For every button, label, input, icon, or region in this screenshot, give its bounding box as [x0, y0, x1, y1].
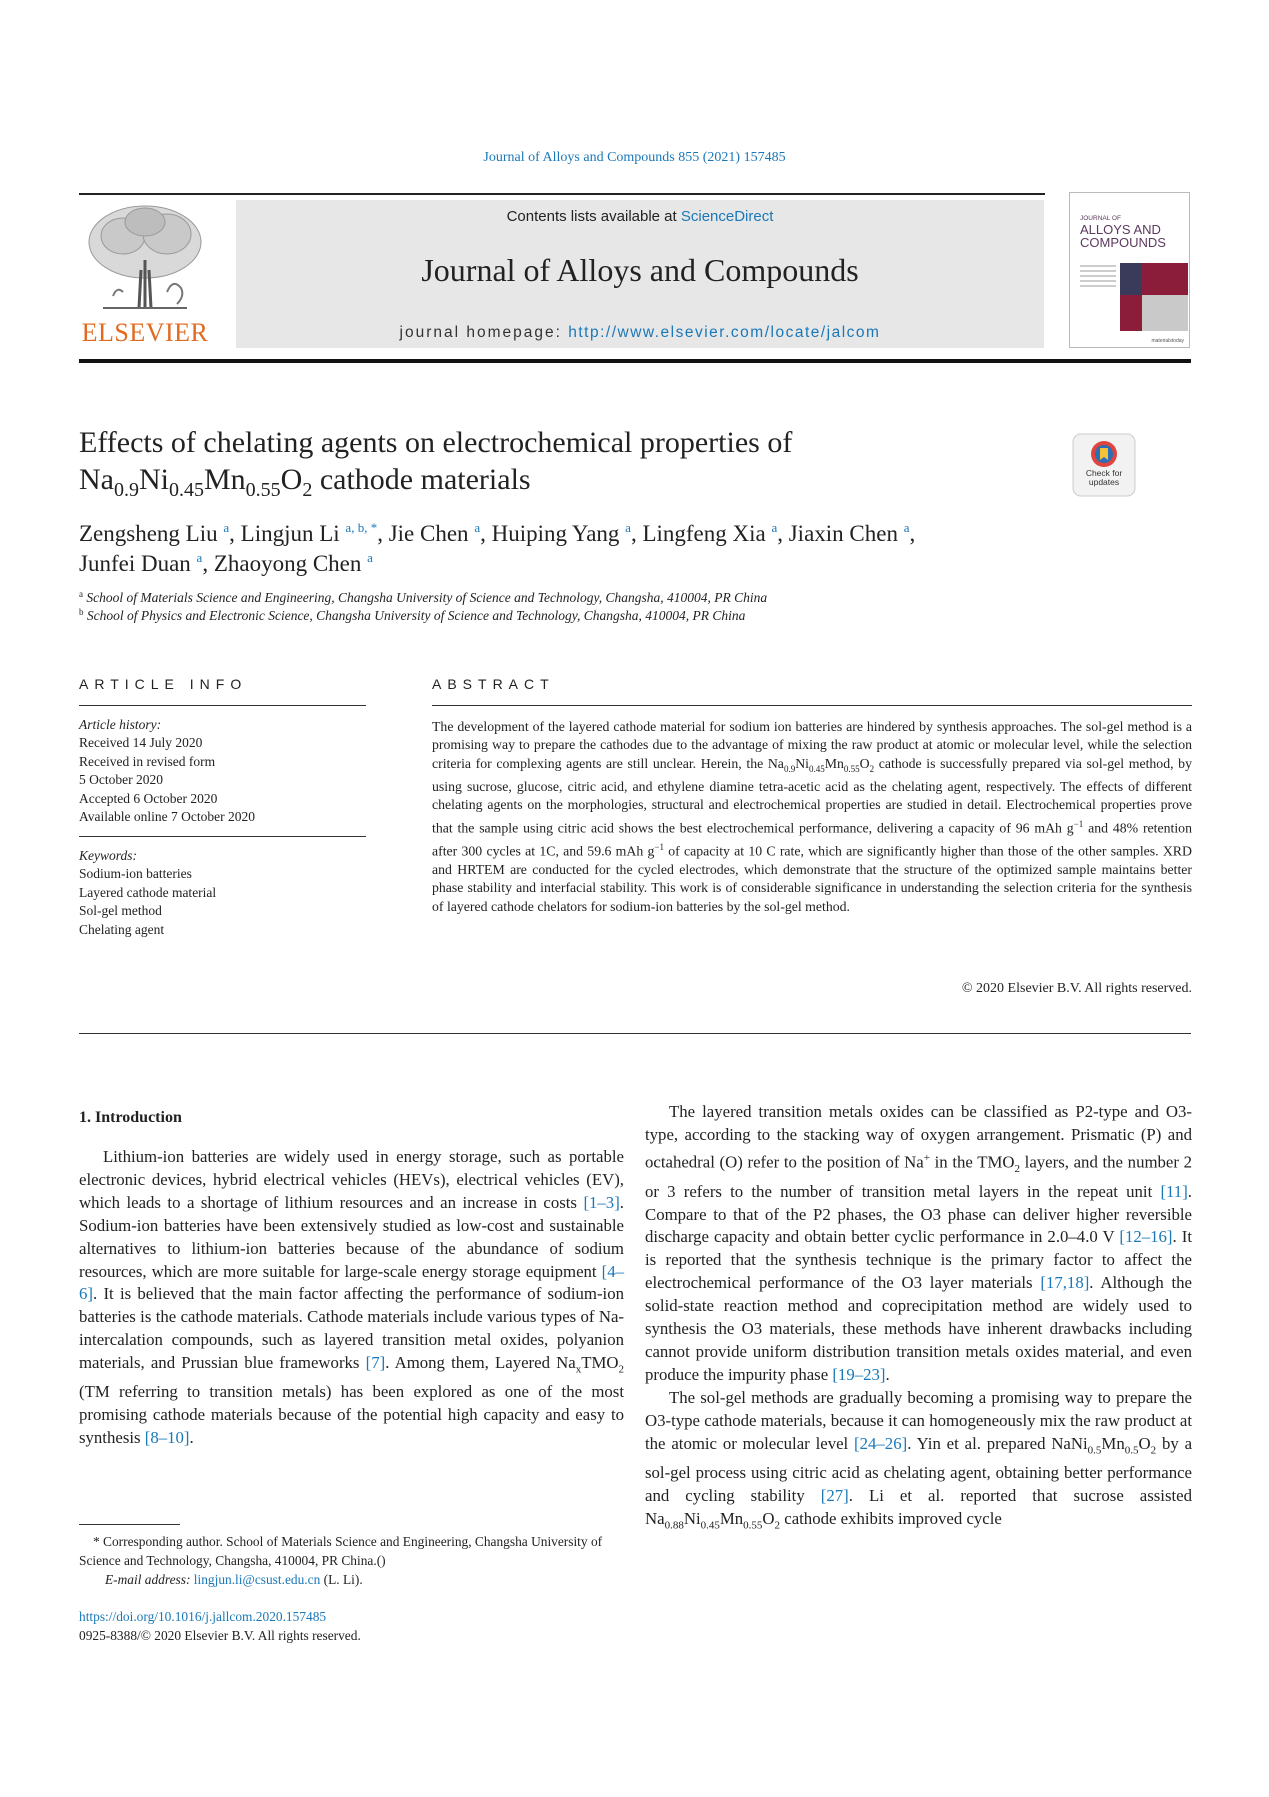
abstract-bottom-rule — [79, 1033, 1191, 1034]
issn-line: 0925-8388/© 2020 Elsevier B.V. All rights reserved. — [79, 1628, 361, 1643]
abstract-text: The development of the layered cathode material for sodium ion batteries are hindered by synthesis approaches. The sol-gel method is a promising way to prepare the cathodes due to the advantage of mixing the raw product at atomic or molecular level, while the selection criteria for complexing agents are still unclear. Herein, the $Na_{0.9}Ni_{0.45}Mn_{0.55}O_2$ cathode is successfully prepared via sol-gel method, by using sucrose, glucose, citric acid, and ethylene diamine tetra-acetic acid as the chelating agent, respectively. The effects of different chelating agents on the morphologies, structural and electrochemical properties are studied in detail. Electrochemical properties prove that the sample using citric acid shows the best electrochemical performance, delivering a capacity of 96 mAh $g^{-1}$ and 48% retention after 300 cycles at 1C, and 59.6 mAh $g^{-1}$ of capacity at 10 C rate, which are significantly higher than those of the other samples. XRD and HRTEM are conducted for the cycled electrodes, which demonstrate that the structure of the optimized sample maintains better phase stability and interfacial stability. This work is of considerable significance in understanding the selection criteria for the synthesis of layered cathode chelators for sodium-ion batteries by the sol-gel method. — [432, 719, 1192, 914]
article-info-heading: ARTICLE INFO — [79, 676, 248, 692]
author-affiliation-marker[interactable]: a — [196, 550, 203, 565]
keyword-item: Chelating agent — [79, 921, 165, 937]
header-rule — [79, 193, 1045, 195]
citation-link[interactable]: [8–10] — [144, 1428, 190, 1448]
title-formula: $Na_{0.9}Ni_{0.45}Mn_{0.55}O_2$ — [79, 463, 313, 501]
author-affiliation-marker[interactable]: a — [474, 520, 481, 535]
author-name[interactable]: Lingjun Li — [240, 521, 340, 546]
keyword-item: Layered cathode material — [79, 884, 217, 900]
check-for-updates-badge[interactable] — [1072, 433, 1136, 497]
email-line — [79, 1570, 624, 1589]
section-heading-introduction: 1. Introduction — [79, 1109, 182, 1126]
author-affiliation-marker[interactable]: a — [367, 550, 373, 565]
affiliation-a — [79, 590, 767, 606]
author-affiliation-marker[interactable]: a — [771, 520, 778, 535]
cover-foot: materialstoday — [1151, 338, 1184, 344]
elsevier-logo[interactable] — [78, 200, 212, 348]
author-separator: , — [202, 551, 214, 576]
author-affiliation-marker[interactable]: a — [625, 520, 631, 535]
authors-line-1 — [79, 519, 1129, 549]
citation-link[interactable]: [24–26] — [854, 1433, 908, 1453]
check-updates-label: Check for updates — [1085, 468, 1123, 487]
journal-cover[interactable] — [1069, 192, 1190, 348]
keywords-label: Keywords: — [79, 848, 137, 863]
keywords-block — [79, 847, 366, 939]
intro-paragraph-3: The sol-gel methods are gradually becoming a promising way to prepare the O3-type cathode materials, because it can homogeneously mix the raw product at the atomic or molecular level [24–26]. Yin et al. prepared $NaNi_{0.5}Mn_{0.5}O_2$ by a sol-gel process using citric acid as chelating agent, obtaining better performance and cycling stability [27]. Li et al. reported that sucrose assisted $Na_{0.88}Ni_{0.45}Mn_{0.55}O_2$ cathode exhibits improved cycle — [645, 1387, 1193, 1532]
journal-banner — [236, 200, 1044, 348]
history-received: Received 14 July 2020 — [79, 735, 203, 751]
history-label: Article history: — [79, 717, 162, 732]
author-name[interactable]: Huiping Yang — [491, 521, 620, 546]
abstract-heading: ABSTRACT — [432, 676, 555, 692]
doi-block — [79, 1607, 361, 1645]
keywords-rule — [79, 836, 366, 837]
author-separator: , — [377, 521, 389, 546]
citation-link[interactable]: [1–3] — [583, 1192, 620, 1212]
author-affiliation-marker[interactable]: a — [223, 520, 230, 535]
keyword-item: Sol-gel method — [79, 903, 162, 919]
cover-text-lines — [1080, 265, 1116, 295]
article-history — [79, 716, 366, 826]
intro-paragraph-2: The layered transition metals oxides can be classified as P2-type and O3-type, according to the stacking way of oxygen arrangement. Prismatic (P) and octahedral (O) refer to the position of Na+ in the $TMO_2$ layers, and the number 2 or 3 refers to the number of transition metal layers in the repeat unit [11]. Compare to that of the P2 phases, the O3 phase can deliver higher reversible discharge capacity and obtain better cyclic performance in 2.0–4.0 V [12–16]. It is reported that the synthesis technique is the primary factor to affect the electrochemical performance of the O3 layer materials [17,18]. Although the solid-state reaction method and coprecipitation method are widely used to synthesis the O3 materials, these methods have inherent drawbacks including cannot provide uniform distribution transition metals oxides material, and even produce the impurity phase [19–23]. — [645, 1102, 1192, 1384]
abstract-formula: $Na_{0.9}Ni_{0.45}Mn_{0.55}O_2$ — [767, 755, 875, 774]
abstract-copyright: © 2020 Elsevier B.V. All rights reserved. — [961, 981, 1192, 996]
title-line-1: Effects of chelating agents on electrochemical properties of — [79, 426, 793, 459]
corresponding-text: * Corresponding author. School of Materials Science and Engineering, Changsha University of Science and Technology, Changsha, 410004, PR China.() — [79, 1534, 603, 1568]
author-separator: , — [229, 521, 241, 546]
keyword-item: Sodium-ion batteries — [79, 866, 192, 882]
intro-paragraph-1: Lithium-ion batteries are widely used in energy storage, such as portable electronic devices, hybrid electrical vehicles (HEVs), electrical vehicles (EV), which leads to a shortage of lithium resources and an increase in costs [1–3]. Sodium-ion batteries have been extensively studied as low-cost and sustainable alternatives to lithium-ion batteries because of the abundance of sodium resources, which are more suitable for large-scale energy storage equipment [4–6]. It is believed that the main factor affecting the performance of sodium-ion batteries is the cathode materials. Cathode materials include various types of Na-intercalation compounds, such as layered transition metal oxides, polyanion materials, and Prussian blue frameworks [7]. Among them, Layered $Na_xTMO_2$ (TM referring to transition metals) has been explored as one of the most promising cathode materials because of the potential high capacity and easy to synthesis [8–10]. — [79, 1147, 624, 1448]
article-info-rule — [79, 705, 366, 706]
cover-small: JOURNAL OF — [1080, 215, 1121, 222]
banner-rule — [79, 359, 1191, 363]
author-separator: , — [630, 521, 643, 546]
history-online: Available online 7 October 2020 — [79, 809, 255, 825]
sciencedirect-link[interactable]: ScienceDirect — [680, 208, 774, 225]
contents-line — [236, 208, 1044, 225]
footnote-rule — [79, 1524, 180, 1525]
affiliation-b-text: School of Physics and Electronic Science, Changsha University of Science and Technology, Changsha, 410004, PR China — [86, 608, 746, 623]
citation-link[interactable]: [17,18] — [1040, 1273, 1090, 1293]
citation-link[interactable]: [27] — [820, 1485, 849, 1505]
history-accepted: Accepted 6 October 2020 — [79, 790, 218, 806]
journal-reference[interactable]: Journal of Alloys and Compounds 855 (2021) 157485 — [483, 150, 786, 165]
author-name[interactable]: Junfei Duan — [79, 551, 191, 576]
affiliation-a-text: School of Materials Science and Engineering, Changsha University of Science and Technology, Changsha, 410004, PR China — [86, 590, 768, 605]
citation-link[interactable]: [4–6] — [79, 1261, 624, 1304]
author-separator: , — [480, 521, 492, 546]
citation-link[interactable]: [19–23] — [832, 1364, 886, 1384]
authors-line-2 — [79, 549, 1129, 579]
check-updates-icon — [1072, 433, 1136, 497]
author-affiliation-marker[interactable]: a — [903, 520, 910, 535]
title-line-2-suffix: cathode materials — [312, 463, 531, 496]
citation-link[interactable]: [12–16] — [1119, 1227, 1173, 1247]
author-name[interactable]: Zhaoyong Chen — [213, 551, 362, 576]
email-suffix: (L. Li). — [320, 1572, 363, 1587]
history-revised-date: 5 October 2020 — [79, 772, 163, 788]
article-title — [79, 424, 979, 509]
cover-mosaic — [1120, 263, 1188, 333]
journal-title: Journal of Alloys and Compounds — [421, 252, 859, 288]
citation-link[interactable]: [7] — [365, 1353, 386, 1373]
contents-prefix: Contents lists available at — [506, 208, 681, 225]
intro-right-column — [645, 1101, 1192, 1537]
author-name[interactable]: Jie Chen — [388, 521, 469, 546]
author-name[interactable]: Zengsheng Liu — [79, 521, 218, 546]
cover-title — [1080, 215, 1186, 249]
homepage-line — [236, 324, 1044, 342]
affiliation-b-marker: b — [79, 607, 84, 617]
affiliation-a-marker: a — [79, 589, 83, 599]
homepage-prefix: journal homepage: — [399, 324, 569, 341]
homepage-link[interactable]: http://www.elsevier.com/locate/jalcom — [568, 324, 881, 341]
affiliation-b — [79, 608, 745, 624]
author-separator: , — [777, 521, 789, 546]
elsevier-tree-icon — [83, 200, 207, 318]
author-separator: , — [909, 521, 916, 546]
author-list — [79, 519, 1129, 579]
doi-link[interactable]: https://doi.org/10.1016/j.jallcom.2020.157485 — [79, 1609, 327, 1624]
corresponding-author-footnote — [79, 1532, 624, 1589]
intro-left-column — [79, 1146, 624, 1450]
elsevier-wordmark: ELSEVIER — [81, 318, 209, 347]
email-link[interactable]: lingjun.li@csust.edu.cn — [193, 1572, 321, 1587]
cover-title-1: ALLOYS AND — [1080, 222, 1161, 237]
cover-title-2: COMPOUNDS — [1080, 235, 1166, 250]
email-label: E-mail address: — [105, 1572, 194, 1587]
abstract-rule — [432, 705, 1192, 706]
author-name[interactable]: Lingfeng Xia — [642, 521, 766, 546]
history-revised: Received in revised form — [79, 753, 216, 769]
citation-link[interactable]: [11] — [1160, 1181, 1188, 1201]
author-affiliation-marker[interactable]: a, b, * — [345, 520, 378, 535]
author-name[interactable]: Jiaxin Chen — [788, 521, 898, 546]
